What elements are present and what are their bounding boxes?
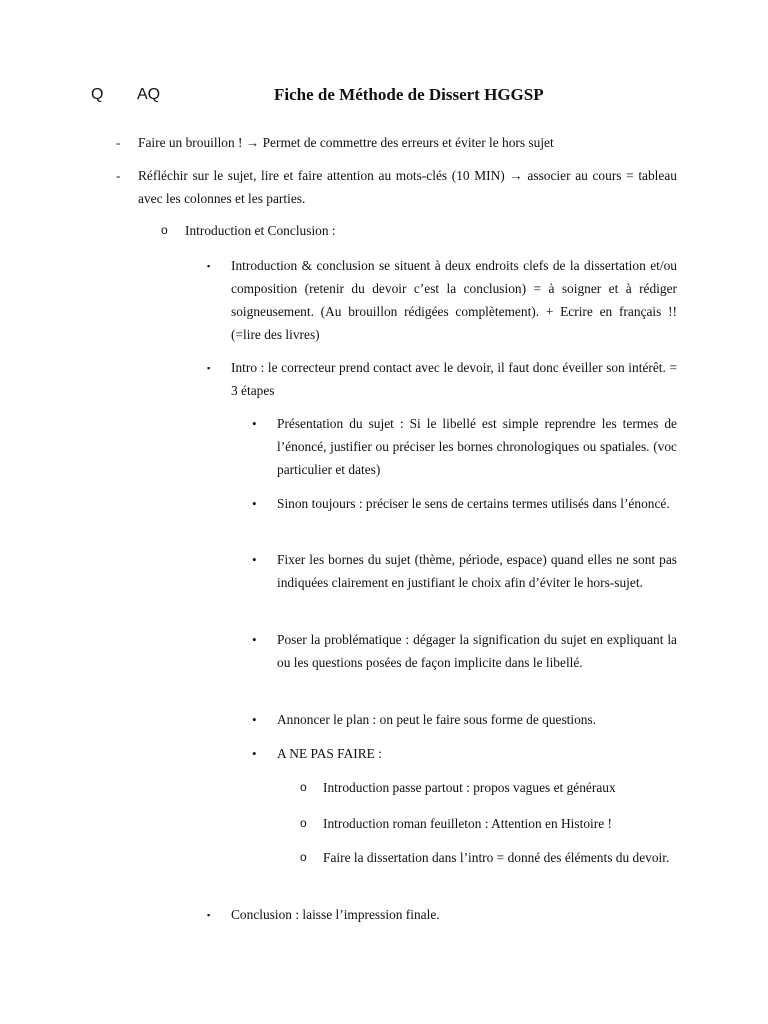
square-bullet-icon: ▪ (207, 261, 211, 271)
list-item-text: A NE PAS FAIRE : (277, 746, 382, 761)
bullet-icon: • (252, 416, 257, 431)
list-item (252, 412, 677, 481)
section-heading: Introduction et Conclusion : (185, 223, 336, 238)
dash-marker: - (116, 168, 121, 183)
bullet-icon: • (252, 632, 257, 647)
list-item-text: Poser la problématique : dégager la signification du sujet en expliquant la ou les questions posées de façon implicite dans le libellé. (277, 632, 677, 670)
header-aq: AQ (137, 86, 161, 103)
list-item (252, 708, 677, 731)
header-q: Q (91, 86, 104, 103)
list-item (252, 742, 677, 765)
list-item-text: Introduction roman feuilleton : Attention en Histoire ! (323, 816, 612, 831)
page-title: Fiche de Méthode de Dissert HGGSP (274, 85, 544, 104)
list-item (300, 776, 677, 799)
list-item (252, 548, 677, 594)
list-item-text: Introduction & conclusion se situent à deux endroits clefs de la dissertation et/ou composition (retenir du devoir c’est la conclusion) = à soigner et à rédiger soigneusement. (Au brouillon rédigées complètement). + Ecrire en français !! (=lire des livres) (231, 258, 677, 342)
circle-marker: o (300, 780, 307, 794)
list-item (116, 131, 677, 154)
list-item (207, 356, 677, 402)
circle-marker: o (300, 850, 307, 864)
list-item-text: Fixer les bornes du sujet (thème, période, espace) quand elles ne sont pas indiquées clairement en justifiant le choix afin d’éviter le hors-sujet. (277, 552, 677, 590)
list-item-text: Annoncer le plan : on peut le faire sous forme de questions. (277, 712, 597, 727)
bullet-icon: • (252, 496, 257, 511)
square-bullet-icon: ▪ (207, 363, 211, 373)
dash-marker: - (116, 135, 121, 150)
list-item (300, 846, 677, 869)
list-item (300, 812, 677, 835)
list-item (252, 492, 677, 515)
list-item (116, 164, 677, 210)
bullet-icon: • (252, 552, 257, 567)
list-item-text: Intro : le correcteur prend contact avec le devoir, il faut donc éveiller son intérêt. = 3 étapes (231, 360, 677, 398)
circle-marker: o (300, 816, 307, 830)
square-bullet-icon: ▪ (207, 910, 211, 920)
bullet-icon: • (252, 746, 257, 761)
list-item-text: Faire la dissertation dans l’intro = donné des éléments du devoir. (323, 850, 670, 865)
list-item-text: Sinon toujours : préciser le sens de certains termes utilisés dans l’énoncé. (277, 496, 670, 511)
list-item (207, 903, 677, 926)
circle-marker: o (161, 223, 168, 237)
bullet-icon: • (252, 712, 257, 727)
list-item-text: Présentation du sujet : Si le libellé est simple reprendre les termes de l’énoncé, justifier ou préciser les bornes chronologiques ou spatiales. (voc particulier et dates) (277, 416, 677, 477)
list-item-text: Introduction passe partout : propos vagues et généraux (323, 780, 616, 795)
list-item-text: Conclusion : laisse l’impression finale. (231, 907, 440, 922)
list-item (207, 254, 677, 346)
list-item (252, 628, 677, 674)
list-item-text: Faire un brouillon ! → Permet de commettre des erreurs et éviter le hors sujet (138, 135, 554, 150)
list-item (161, 219, 677, 242)
list-item-text: Réfléchir sur le sujet, lire et faire attention au mots-clés (10 MIN) → associer au cours = tableau avec les colonnes et les parties. (138, 168, 677, 206)
